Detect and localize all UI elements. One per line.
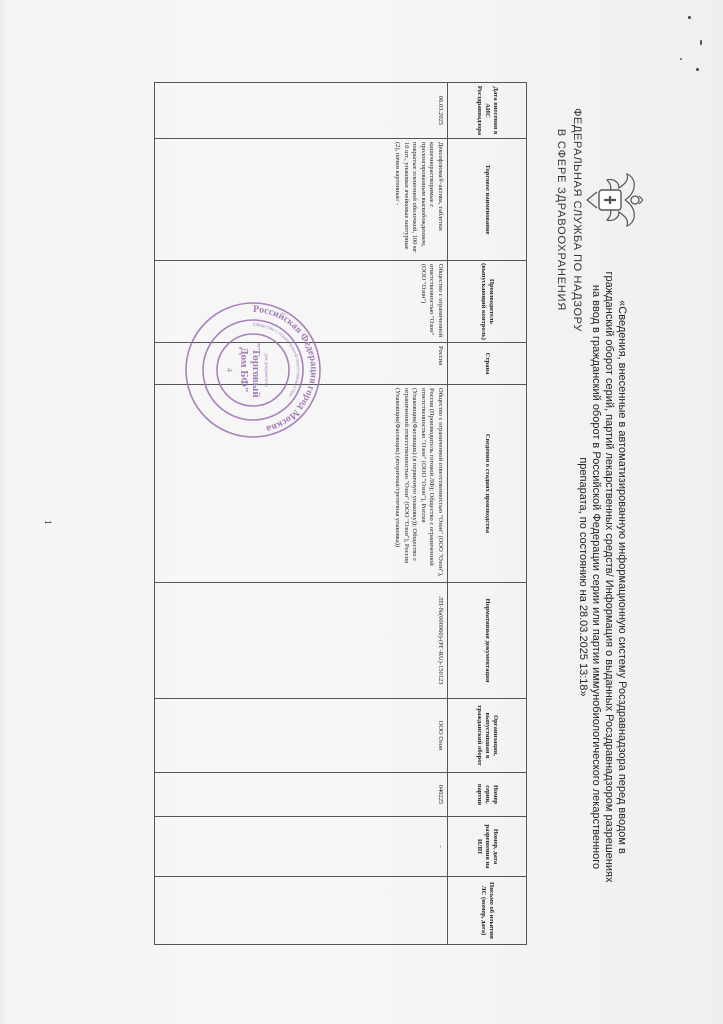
- table-header-row: [448, 83, 527, 945]
- headline-line-3: на ввод в гражданский оборот в Российской Федерации серии или партии иммунобиологического лекарственного: [590, 284, 602, 870]
- stamp-number: 4: [225, 368, 234, 372]
- stamp-inner-text: Общество с ограниченной ответственностью: [252, 322, 301, 398]
- eagle-emblem-icon: [585, 170, 643, 230]
- header-country: Страна: [448, 343, 527, 385]
- headline-line-2: гражданский оборот серий, партий лекарственных средств/ Информация о выданных Росздравнадзором разрешениях: [603, 271, 615, 883]
- header-manufacturer: Производитель (выпускающий контроль): [448, 261, 527, 343]
- registry-table: [154, 82, 527, 945]
- cell-trade-name: Дексофлюма®-актива, таблетки кишечнорастворимые с пролонгированным высвобождением, покрытые пленочной оболочкой, 100 мг 10 шт., упаковки ячейковые контурные (2), пачки картонные/ -: [155, 139, 448, 261]
- header-date: Дата внесения в АИС Росздравнадзора: [448, 83, 527, 139]
- cell-manufacturer: Общество с ограниченной ответственностью "Озон" (ООО "Озон"): [155, 261, 448, 343]
- stamp-center-top: для документов: [263, 353, 268, 387]
- cell-permit: -: [155, 817, 448, 877]
- headline-line-4: препарата, по состоянию на 28.03.2025 13:18»: [577, 457, 589, 697]
- cell-withdrawal: [155, 877, 448, 945]
- company-seal-stamp: [183, 300, 323, 440]
- header-organization: Организация, выпустившая в гражданский оборот: [448, 699, 527, 773]
- header-stages: Сведения о стадиях производства: [448, 385, 527, 583]
- cell-stages: Общество с ограниченной ответственностью "Озон" (ООО "Озон"), Россия (Производитель готовой ЛФ); Общество с ограниченной ответственностью "Озон" (ООО "Озон"), Россия (Упаковщик(Фасовщик) (в первичную упаковку)); Общество с ограниченной ответственностью "Озон" (ООО "Озон"), Россия (Упаковщик(Фасовщик) (вторичная/третичная упаковка)): [155, 385, 448, 583]
- cell-organization: ООО Озон: [155, 699, 448, 773]
- cell-normative-doc: ЛП-№(000960)-(РГ-RU)-150123: [155, 583, 448, 699]
- header-permit: Номер, дата разрешения на ИЛП: [448, 817, 527, 877]
- headline-line-1: «Сведения, внесенные в автоматизированную информационную систему Росздравнадзора перед вводом в: [616, 300, 628, 854]
- agency-line-1: ФЕДЕРАЛЬНАЯ СЛУЖБА ПО НАДЗОРУ: [571, 108, 583, 332]
- header-withdrawal: Письмо об изъятии ЛС (номер, дата): [448, 877, 527, 945]
- scan-speck: [696, 68, 699, 71]
- stamp-center-line-2: Дом БФ": [238, 347, 250, 393]
- page-number: 1: [43, 520, 53, 525]
- scan-speck: [680, 58, 682, 60]
- document-headline: [576, 232, 628, 922]
- header-normative-doc: Нормативная документация: [448, 583, 527, 699]
- agency-line-2: В СФЕРЕ ЗДРАВООХРАНЕНИЯ: [555, 128, 567, 312]
- stamp-center-line-1: "Торговый: [250, 342, 262, 398]
- header-series: Номер серии, партии: [448, 773, 527, 817]
- stamp-outer-text: Российская Федерация город Москва: [252, 303, 320, 435]
- cell-country: Россия: [155, 343, 448, 385]
- scan-speck: [688, 16, 691, 19]
- header-trade-name: Торговое наименование: [448, 139, 527, 261]
- table-row: [155, 83, 448, 945]
- scan-speck: [700, 40, 702, 45]
- cell-date: 06.03.2025: [155, 83, 448, 139]
- cell-series: 040225: [155, 773, 448, 817]
